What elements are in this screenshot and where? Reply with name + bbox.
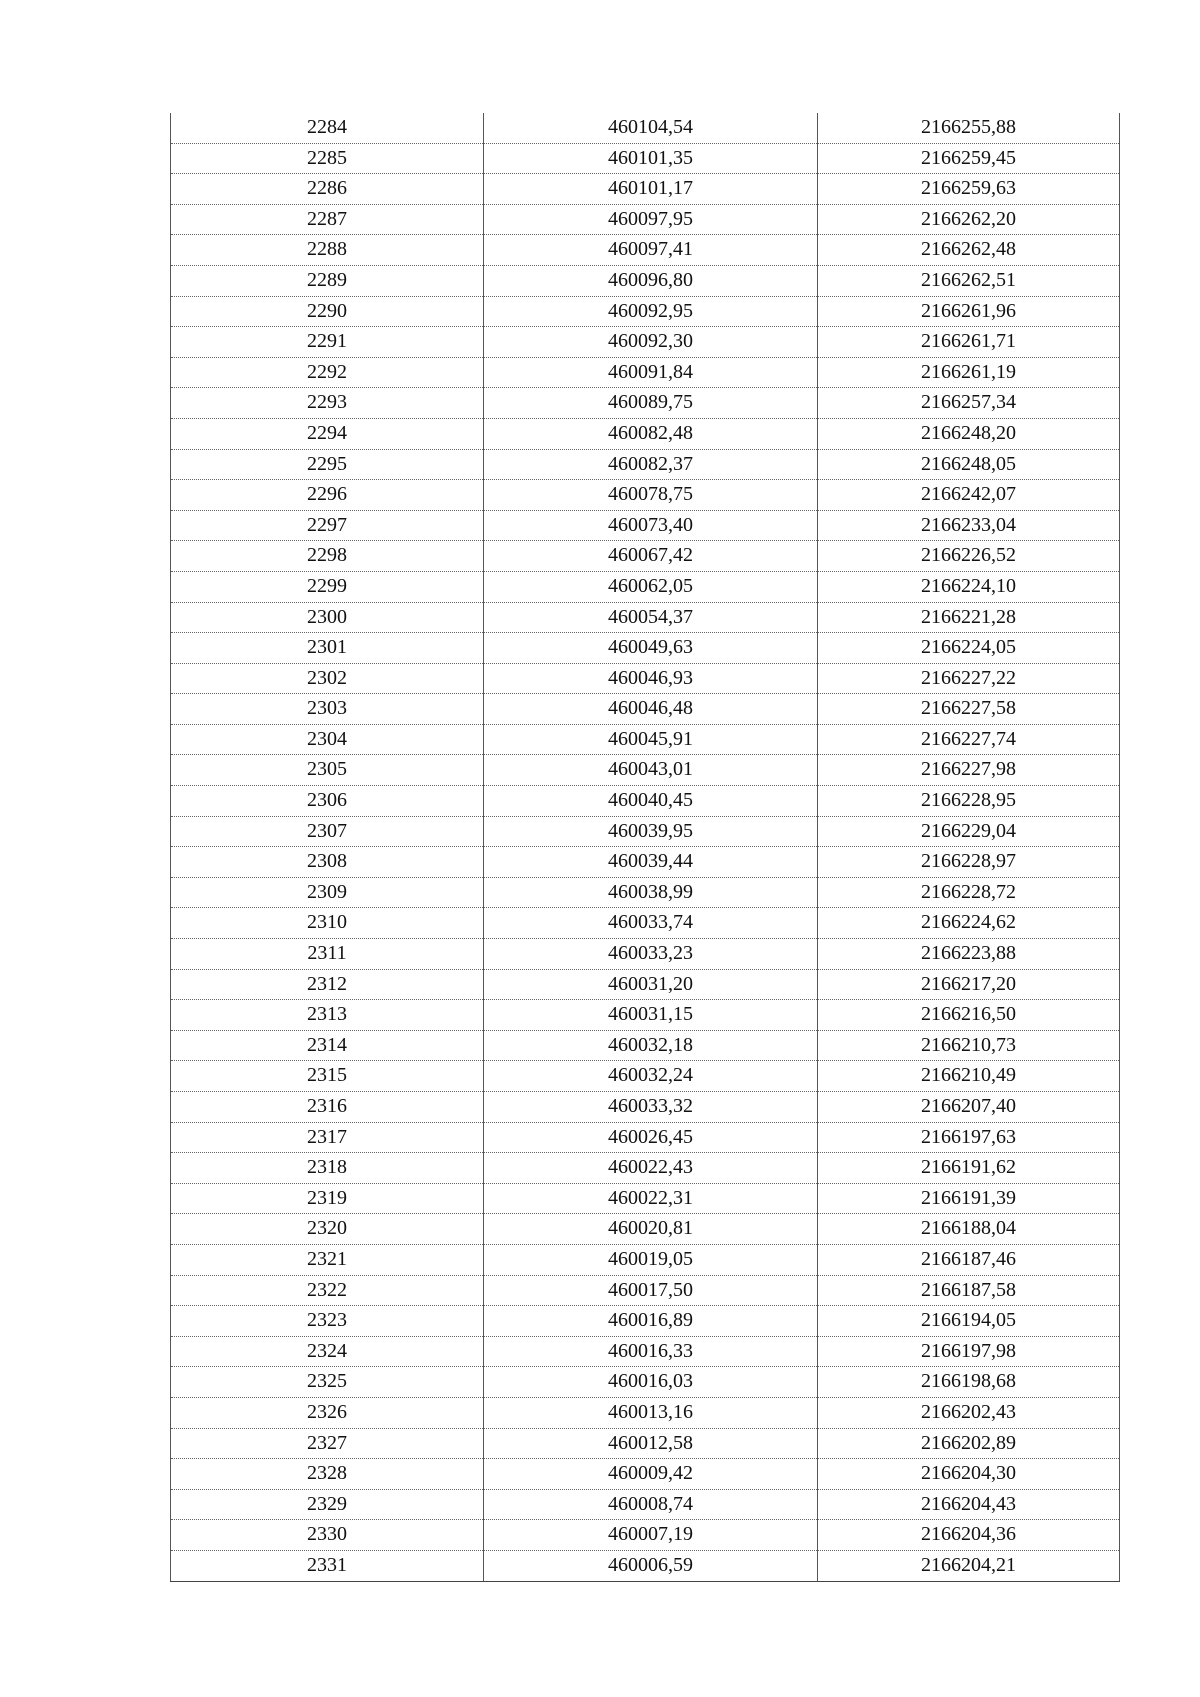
table-row	[171, 724, 1120, 755]
coordinates-table	[170, 113, 1120, 1582]
point-number-cell: 2285	[171, 143, 484, 174]
y-coordinate-cell: 2166227,58	[818, 694, 1120, 725]
y-coordinate-cell: 2166227,74	[818, 724, 1120, 755]
table-row	[171, 174, 1120, 205]
x-coordinate-cell: 460046,48	[484, 694, 818, 725]
y-coordinate-cell: 2166197,63	[818, 1122, 1120, 1153]
point-number-cell: 2284	[171, 113, 484, 143]
x-coordinate-cell: 460031,15	[484, 1000, 818, 1031]
point-number-cell: 2303	[171, 694, 484, 725]
table-row	[171, 1153, 1120, 1184]
x-coordinate-cell: 460092,30	[484, 327, 818, 358]
point-number-cell: 2314	[171, 1030, 484, 1061]
point-number-cell: 2320	[171, 1214, 484, 1245]
x-coordinate-cell: 460089,75	[484, 388, 818, 419]
y-coordinate-cell: 2166187,46	[818, 1244, 1120, 1275]
y-coordinate-cell: 2166202,43	[818, 1397, 1120, 1428]
y-coordinate-cell: 2166217,20	[818, 969, 1120, 1000]
table-row	[171, 877, 1120, 908]
x-coordinate-cell: 460022,43	[484, 1153, 818, 1184]
table-row	[171, 1550, 1120, 1581]
x-coordinate-cell: 460097,95	[484, 204, 818, 235]
table-row	[171, 694, 1120, 725]
x-coordinate-cell: 460054,37	[484, 602, 818, 633]
table-row	[171, 1397, 1120, 1428]
y-coordinate-cell: 2166257,34	[818, 388, 1120, 419]
table-row	[171, 816, 1120, 847]
x-coordinate-cell: 460032,18	[484, 1030, 818, 1061]
point-number-cell: 2330	[171, 1520, 484, 1551]
y-coordinate-cell: 2166262,51	[818, 265, 1120, 296]
table-row	[171, 1061, 1120, 1092]
point-number-cell: 2291	[171, 327, 484, 358]
x-coordinate-cell: 460040,45	[484, 786, 818, 817]
point-number-cell: 2312	[171, 969, 484, 1000]
y-coordinate-cell: 2166248,20	[818, 418, 1120, 449]
x-coordinate-cell: 460032,24	[484, 1061, 818, 1092]
x-coordinate-cell: 460091,84	[484, 357, 818, 388]
point-number-cell: 2309	[171, 877, 484, 908]
table-row	[171, 204, 1120, 235]
point-number-cell: 2302	[171, 663, 484, 694]
x-coordinate-cell: 460008,74	[484, 1489, 818, 1520]
x-coordinate-cell: 460082,37	[484, 449, 818, 480]
x-coordinate-cell: 460046,93	[484, 663, 818, 694]
table-row	[171, 1244, 1120, 1275]
table-row	[171, 449, 1120, 480]
point-number-cell: 2325	[171, 1367, 484, 1398]
table-row	[171, 143, 1120, 174]
x-coordinate-cell: 460049,63	[484, 633, 818, 664]
table-row	[171, 908, 1120, 939]
y-coordinate-cell: 2166261,71	[818, 327, 1120, 358]
y-coordinate-cell: 2166224,05	[818, 633, 1120, 664]
point-number-cell: 2289	[171, 265, 484, 296]
y-coordinate-cell: 2166187,58	[818, 1275, 1120, 1306]
x-coordinate-cell: 460039,95	[484, 816, 818, 847]
table-row	[171, 602, 1120, 633]
point-number-cell: 2327	[171, 1428, 484, 1459]
y-coordinate-cell: 2166261,96	[818, 296, 1120, 327]
point-number-cell: 2323	[171, 1306, 484, 1337]
point-number-cell: 2310	[171, 908, 484, 939]
table-row	[171, 1428, 1120, 1459]
point-number-cell: 2304	[171, 724, 484, 755]
point-number-cell: 2307	[171, 816, 484, 847]
point-number-cell: 2331	[171, 1550, 484, 1581]
table-row	[171, 1275, 1120, 1306]
y-coordinate-cell: 2166242,07	[818, 480, 1120, 511]
x-coordinate-cell: 460101,17	[484, 174, 818, 205]
table-row	[171, 1030, 1120, 1061]
y-coordinate-cell: 2166248,05	[818, 449, 1120, 480]
point-number-cell: 2288	[171, 235, 484, 266]
point-number-cell: 2296	[171, 480, 484, 511]
table-row	[171, 113, 1120, 143]
x-coordinate-cell: 460104,54	[484, 113, 818, 143]
y-coordinate-cell: 2166194,05	[818, 1306, 1120, 1337]
point-number-cell: 2321	[171, 1244, 484, 1275]
x-coordinate-cell: 460073,40	[484, 510, 818, 541]
table-row	[171, 1336, 1120, 1367]
table-row	[171, 235, 1120, 266]
point-number-cell: 2298	[171, 541, 484, 572]
x-coordinate-cell: 460033,32	[484, 1092, 818, 1123]
x-coordinate-cell: 460045,91	[484, 724, 818, 755]
point-number-cell: 2293	[171, 388, 484, 419]
y-coordinate-cell: 2166228,72	[818, 877, 1120, 908]
point-number-cell: 2326	[171, 1397, 484, 1428]
y-coordinate-cell: 2166227,22	[818, 663, 1120, 694]
table-row	[171, 1489, 1120, 1520]
y-coordinate-cell: 2166229,04	[818, 816, 1120, 847]
point-number-cell: 2301	[171, 633, 484, 664]
point-number-cell: 2295	[171, 449, 484, 480]
y-coordinate-cell: 2166233,04	[818, 510, 1120, 541]
x-coordinate-cell: 460031,20	[484, 969, 818, 1000]
x-coordinate-cell: 460019,05	[484, 1244, 818, 1275]
x-coordinate-cell: 460020,81	[484, 1214, 818, 1245]
point-number-cell: 2328	[171, 1459, 484, 1490]
table-row	[171, 510, 1120, 541]
y-coordinate-cell: 2166207,40	[818, 1092, 1120, 1123]
table-row	[171, 388, 1120, 419]
point-number-cell: 2287	[171, 204, 484, 235]
table-row	[171, 786, 1120, 817]
point-number-cell: 2290	[171, 296, 484, 327]
table-row	[171, 327, 1120, 358]
x-coordinate-cell: 460009,42	[484, 1459, 818, 1490]
y-coordinate-cell: 2166204,36	[818, 1520, 1120, 1551]
table-row	[171, 480, 1120, 511]
table-row	[171, 1183, 1120, 1214]
x-coordinate-cell: 460007,19	[484, 1520, 818, 1551]
y-coordinate-cell: 2166226,52	[818, 541, 1120, 572]
point-number-cell: 2292	[171, 357, 484, 388]
y-coordinate-cell: 2166228,95	[818, 786, 1120, 817]
point-number-cell: 2286	[171, 174, 484, 205]
y-coordinate-cell: 2166227,98	[818, 755, 1120, 786]
table-row	[171, 541, 1120, 572]
table-row	[171, 633, 1120, 664]
table-row	[171, 1459, 1120, 1490]
table-row	[171, 847, 1120, 878]
table-row	[171, 755, 1120, 786]
y-coordinate-cell: 2166202,89	[818, 1428, 1120, 1459]
table-row	[171, 418, 1120, 449]
x-coordinate-cell: 460012,58	[484, 1428, 818, 1459]
y-coordinate-cell: 2166191,62	[818, 1153, 1120, 1184]
y-coordinate-cell: 2166191,39	[818, 1183, 1120, 1214]
table-row	[171, 357, 1120, 388]
point-number-cell: 2308	[171, 847, 484, 878]
y-coordinate-cell: 2166221,28	[818, 602, 1120, 633]
point-number-cell: 2317	[171, 1122, 484, 1153]
y-coordinate-cell: 2166255,88	[818, 113, 1120, 143]
x-coordinate-cell: 460016,03	[484, 1367, 818, 1398]
table-row	[171, 1520, 1120, 1551]
x-coordinate-cell: 460038,99	[484, 877, 818, 908]
table-row	[171, 1306, 1120, 1337]
table-row	[171, 1367, 1120, 1398]
x-coordinate-cell: 460096,80	[484, 265, 818, 296]
y-coordinate-cell: 2166224,62	[818, 908, 1120, 939]
point-number-cell: 2318	[171, 1153, 484, 1184]
y-coordinate-cell: 2166228,97	[818, 847, 1120, 878]
point-number-cell: 2294	[171, 418, 484, 449]
point-number-cell: 2305	[171, 755, 484, 786]
table-row	[171, 939, 1120, 970]
y-coordinate-cell: 2166210,73	[818, 1030, 1120, 1061]
y-coordinate-cell: 2166198,68	[818, 1367, 1120, 1398]
x-coordinate-cell: 460022,31	[484, 1183, 818, 1214]
y-coordinate-cell: 2166261,19	[818, 357, 1120, 388]
y-coordinate-cell: 2166188,04	[818, 1214, 1120, 1245]
x-coordinate-cell: 460016,89	[484, 1306, 818, 1337]
coordinates-table-body	[171, 113, 1120, 1581]
x-coordinate-cell: 460013,16	[484, 1397, 818, 1428]
y-coordinate-cell: 2166204,43	[818, 1489, 1120, 1520]
y-coordinate-cell: 2166259,45	[818, 143, 1120, 174]
x-coordinate-cell: 460033,74	[484, 908, 818, 939]
point-number-cell: 2311	[171, 939, 484, 970]
point-number-cell: 2316	[171, 1092, 484, 1123]
table-row	[171, 969, 1120, 1000]
point-number-cell: 2315	[171, 1061, 484, 1092]
table-row	[171, 1122, 1120, 1153]
x-coordinate-cell: 460062,05	[484, 571, 818, 602]
table-row	[171, 265, 1120, 296]
table-row	[171, 1092, 1120, 1123]
point-number-cell: 2313	[171, 1000, 484, 1031]
x-coordinate-cell: 460082,48	[484, 418, 818, 449]
point-number-cell: 2324	[171, 1336, 484, 1367]
x-coordinate-cell: 460039,44	[484, 847, 818, 878]
x-coordinate-cell: 460006,59	[484, 1550, 818, 1581]
table-row	[171, 1214, 1120, 1245]
table-row	[171, 571, 1120, 602]
y-coordinate-cell: 2166204,21	[818, 1550, 1120, 1581]
x-coordinate-cell: 460078,75	[484, 480, 818, 511]
x-coordinate-cell: 460043,01	[484, 755, 818, 786]
y-coordinate-cell: 2166262,48	[818, 235, 1120, 266]
x-coordinate-cell: 460017,50	[484, 1275, 818, 1306]
y-coordinate-cell: 2166262,20	[818, 204, 1120, 235]
y-coordinate-cell: 2166223,88	[818, 939, 1120, 970]
y-coordinate-cell: 2166204,30	[818, 1459, 1120, 1490]
point-number-cell: 2329	[171, 1489, 484, 1520]
y-coordinate-cell: 2166216,50	[818, 1000, 1120, 1031]
x-coordinate-cell: 460101,35	[484, 143, 818, 174]
x-coordinate-cell: 460092,95	[484, 296, 818, 327]
x-coordinate-cell: 460026,45	[484, 1122, 818, 1153]
point-number-cell: 2299	[171, 571, 484, 602]
point-number-cell: 2319	[171, 1183, 484, 1214]
y-coordinate-cell: 2166210,49	[818, 1061, 1120, 1092]
table-row	[171, 663, 1120, 694]
x-coordinate-cell: 460033,23	[484, 939, 818, 970]
x-coordinate-cell: 460097,41	[484, 235, 818, 266]
x-coordinate-cell: 460016,33	[484, 1336, 818, 1367]
y-coordinate-cell: 2166259,63	[818, 174, 1120, 205]
point-number-cell: 2322	[171, 1275, 484, 1306]
x-coordinate-cell: 460067,42	[484, 541, 818, 572]
point-number-cell: 2306	[171, 786, 484, 817]
y-coordinate-cell: 2166224,10	[818, 571, 1120, 602]
point-number-cell: 2300	[171, 602, 484, 633]
point-number-cell: 2297	[171, 510, 484, 541]
y-coordinate-cell: 2166197,98	[818, 1336, 1120, 1367]
table-row	[171, 296, 1120, 327]
table-row	[171, 1000, 1120, 1031]
